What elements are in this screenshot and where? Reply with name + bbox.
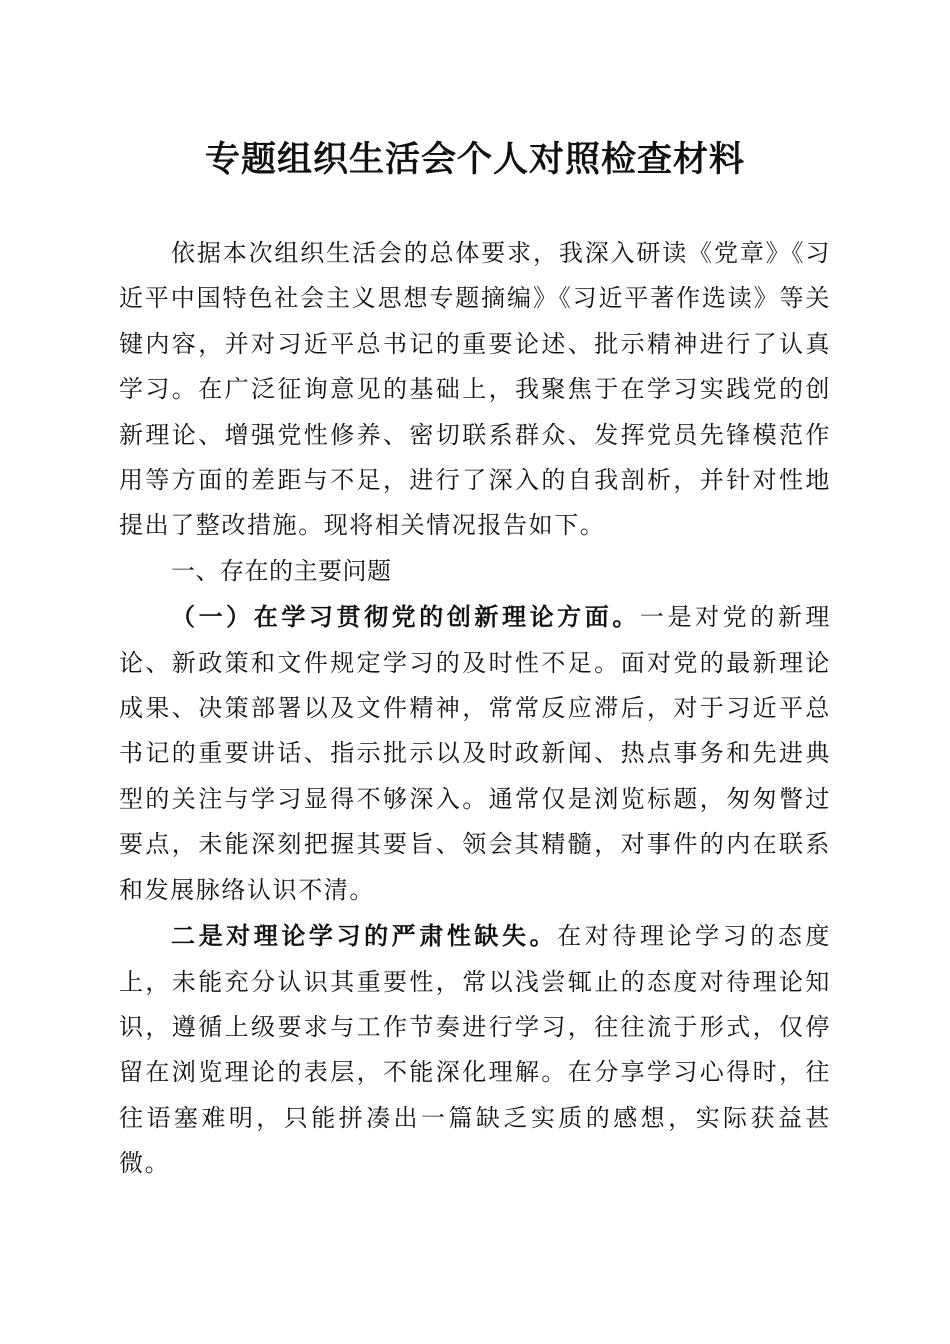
point-1-body: 面对党的最新理论成果、决策部署以及文件精神，常常反应滞后，对于习近平总书记的重要讲话、指示批示以及时政新闻、热点事务和先进典型的关注与学习显得不够深入。通常仅是浏览标题，匆匆瞥过要点，未能深刻把握其要旨、领会其精髓，对事件的内在联系和发展脉络认识不清。 xyxy=(119,648,831,904)
subsection-heading-1: （一）在学习贯彻党的创新理论方面。 xyxy=(171,602,640,632)
point-2-lead: 二是对理论学习的严肃性缺失。 xyxy=(171,921,558,951)
document-title: 专题组织生活会个人对照检查材料 xyxy=(204,139,745,180)
section-heading-1: 一、存在的主要问题 xyxy=(171,556,392,585)
document-body xyxy=(119,231,831,1187)
point-1-lead: 一是对党的新理论、新政策和文件规定学习的及时性不足。 xyxy=(119,603,831,677)
intro-paragraph: 依据本次组织生活会的总体要求，我深入研读《党章》《习近平中国特色社会主义思想专题摘编》《习近平著作选读》等关键内容，并对习近平总书记的重要论述、批示精神进行了认真学习。在广泛征询意见的基础上，我聚焦于在学习实践党的创新理论、增强党性修养、密切联系群众、发挥党员先锋模范作用等方面的差距与不足，进行了深入的自我剖析，并针对性地提出了整改措施。现将相关情况报告如下。 xyxy=(119,239,831,540)
point-2-body: 在对待理论学习的态度上，未能充分认识其重要性，常以浅尝辄止的态度对待理论知识，遵循上级要求与工作节奏进行学习，往往流于形式，仅停留在浏览理论的表层，不能深化理解。在分享学习心得时，往往语塞难明，只能拼凑出一篇缺乏实质的感想，实际获益甚微。 xyxy=(119,922,831,1178)
point-2-paragraph xyxy=(119,913,831,1186)
subsection-1-paragraph xyxy=(119,594,831,913)
